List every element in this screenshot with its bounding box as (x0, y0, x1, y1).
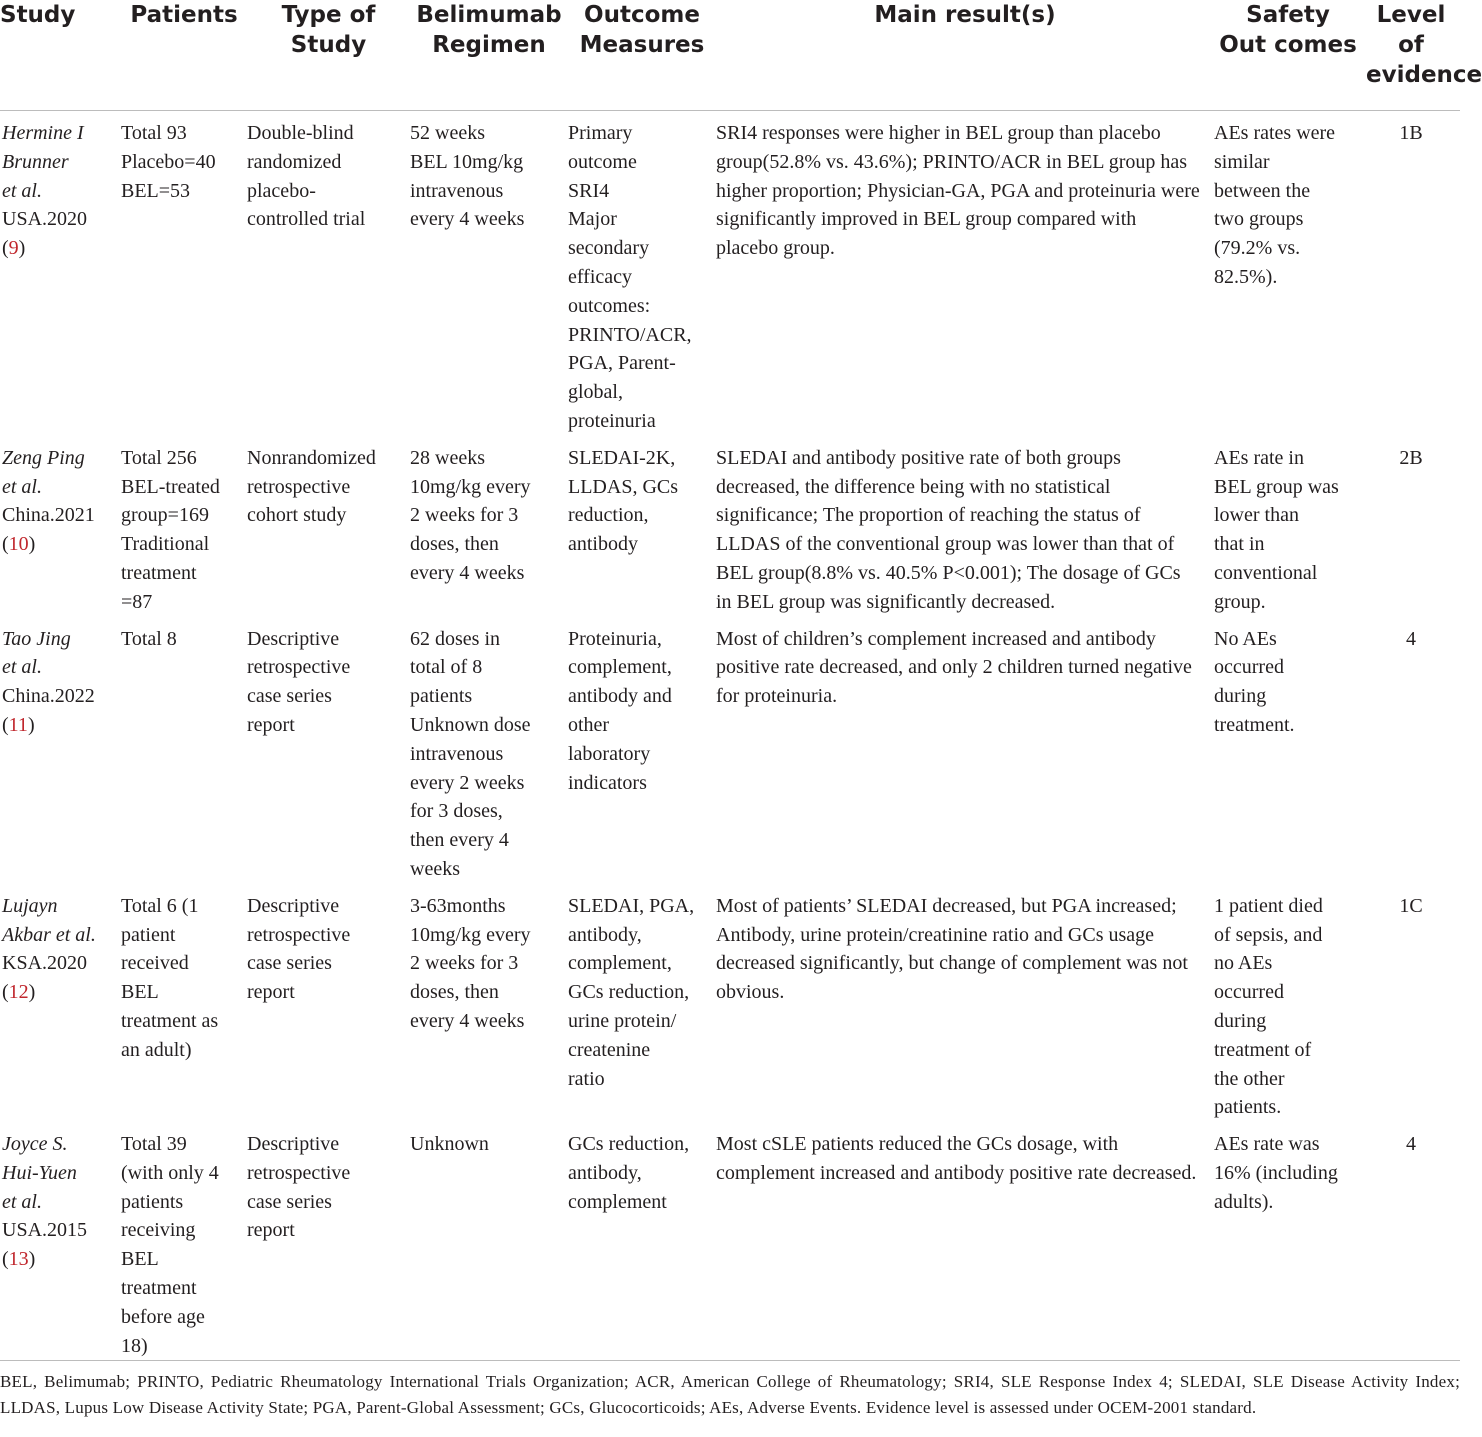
table-row (0, 1122, 1460, 1361)
cell-outcome-measures-line: complement, (568, 952, 672, 975)
cell-patients-line: receiving (121, 1219, 196, 1242)
study-author-line: Brunner (2, 150, 69, 173)
cell-study (0, 884, 121, 1122)
header-patients (121, 0, 247, 111)
cell-type-of-study (247, 1122, 410, 1361)
cell-type-of-study-line: report (247, 713, 295, 736)
study-author-line: Zeng Ping (2, 446, 85, 469)
study-author-line: et al. (2, 475, 42, 498)
cell-outcome-measures-line: other (568, 713, 610, 736)
cell-outcome-measures-line: Major (568, 208, 617, 231)
table-row (0, 884, 1460, 1122)
cell-outcome-measures-line: Primary (568, 122, 633, 144)
cell-level-of-evidence: 1B (1399, 122, 1423, 144)
cell-outcome-measures-line: proteinuria (568, 409, 656, 432)
reference-link[interactable]: 11 (8, 713, 28, 736)
cell-safety-outcomes-line: BEL group was (1214, 475, 1339, 498)
cell-safety-outcomes-line: 82.5%). (1214, 265, 1278, 288)
cell-patients-line: Total 6 (1 (121, 894, 199, 917)
table-row (0, 436, 1460, 617)
cell-main-results: SRI4 responses were higher in BEL group than placebo group(52.8% vs. 43.6%); PRINTO/ACR in BEL group has higher proportion; Physician-GA, PGA and proteinuria were significantly improved in BEL group compared with placebo group. (716, 122, 1200, 260)
cell-type-of-study-line: report (247, 1219, 295, 1242)
cell-patients-line: BEL-treated (121, 475, 220, 498)
cell-regimen-line: 2 weeks for 3 (410, 504, 519, 527)
header-main-results (716, 0, 1214, 111)
cell-regimen (410, 1122, 568, 1361)
cell-patients-line: treatment (121, 1277, 197, 1300)
cell-type-of-study-line: Double-blind (247, 122, 354, 144)
cell-type-of-study-line: Nonrandomized (247, 446, 376, 469)
cell-patients-line: group=169 (121, 504, 209, 527)
cell-regimen (410, 884, 568, 1122)
table-header (0, 0, 1482, 111)
header-safety-outcomes (1214, 0, 1362, 111)
cell-regimen-line: 52 weeks (410, 122, 485, 144)
cell-patients-line: 18) (121, 1334, 148, 1357)
cell-study (0, 111, 121, 436)
cell-type-of-study-line: randomized (247, 150, 342, 173)
cell-outcome-measures-line: PRINTO/ACR, (568, 323, 692, 346)
header-outcome-measures (568, 0, 716, 111)
cell-type-of-study-line: Descriptive (247, 627, 340, 650)
cell-patients-line: =87 (121, 590, 153, 613)
cell-outcome-measures-line: SRI4 (568, 179, 610, 202)
cell-patients-line: treatment (121, 561, 197, 584)
cell-outcome-measures-line: LLDAS, GCs (568, 475, 679, 498)
cell-type-of-study-line: Descriptive (247, 1133, 340, 1156)
cell-regimen-line: total of 8 (410, 656, 483, 679)
cell-safety-outcomes-line: treatment of (1214, 1038, 1312, 1061)
cell-type-of-study-line: Descriptive (247, 894, 340, 917)
cell-outcome-measures-line: createnine (568, 1038, 651, 1061)
cell-type-of-study (247, 617, 410, 884)
cell-regimen-line: 10mg/kg every (410, 923, 531, 946)
cell-safety-outcomes-line: during (1214, 1009, 1267, 1032)
cell-regimen-line: weeks (410, 857, 460, 880)
cell-main-results: Most cSLE patients reduced the GCs dosage, with complement increased and antibody positive rate decreased. (716, 1133, 1197, 1184)
table-row (0, 111, 1460, 436)
cell-regimen-line: Unknown dose (410, 713, 531, 736)
header-line: Study (0, 2, 76, 28)
cell-outcome-measures-line: GCs reduction, (568, 981, 690, 1004)
study-reference: (11) (2, 713, 35, 736)
cell-outcome-measures-line: ratio (568, 1067, 605, 1090)
cell-type-of-study-line: retrospective (247, 1161, 351, 1184)
cell-patients (121, 884, 247, 1122)
cell-regimen-line: intravenous (410, 179, 504, 202)
header-belimumab-regimen (410, 0, 568, 111)
header-line: Outcome (584, 2, 700, 28)
cell-type-of-study-line: case series (247, 685, 332, 708)
cell-outcome-measures-line: complement, (568, 656, 672, 679)
study-reference: (10) (2, 533, 36, 556)
cell-patients-line: Total 93 (121, 122, 187, 144)
cell-safety-outcomes-line: two groups (1214, 208, 1304, 231)
reference-link[interactable]: 13 (8, 1248, 29, 1271)
header-row (0, 0, 1460, 111)
cell-outcome-measures-line: PGA, Parent- (568, 352, 676, 375)
header-line: Type of (281, 2, 376, 28)
header-level-of-evidence (1362, 0, 1482, 111)
cell-outcome-measures-line: antibody, (568, 1161, 642, 1184)
cell-patients (121, 111, 247, 436)
cell-level-of-evidence: 4 (1406, 1133, 1416, 1156)
cell-patients (121, 436, 247, 617)
cell-safety-outcomes-line: No AEs (1214, 627, 1277, 650)
cell-safety-outcomes-line: adults). (1214, 1190, 1274, 1213)
cell-outcome-measures (568, 1122, 716, 1361)
cell-patients-line: BEL (121, 1248, 159, 1271)
cell-safety-outcomes-line: during (1214, 685, 1267, 708)
cell-patients-line: received (121, 952, 189, 975)
cell-regimen-line: doses, then (410, 533, 499, 556)
cell-regimen-line: BEL 10mg/kg (410, 150, 524, 173)
cell-outcome-measures (568, 617, 716, 884)
reference-link[interactable]: 12 (8, 981, 29, 1004)
header-line: evidence (1366, 62, 1482, 88)
cell-main-results: Most of patients’ SLEDAI decreased, but PGA increased; Antibody, urine protein/creatinine ratio and GCs usage decreased significantly, but change of complement was not obvious. (716, 894, 1188, 1004)
header-line: Regimen (432, 32, 546, 58)
cell-safety-outcomes-line: occurred (1214, 656, 1284, 679)
cell-patients-line: patient (121, 923, 176, 946)
cell-safety-outcomes-line: AEs rates were (1214, 122, 1336, 144)
cell-outcome-measures (568, 436, 716, 617)
header-type-of-study (247, 0, 410, 111)
cell-safety-outcomes (1214, 617, 1362, 884)
cell-safety-outcomes-line: occurred (1214, 981, 1284, 1004)
cell-patients-line: BEL=53 (121, 179, 191, 202)
cell-regimen-line: patients (410, 685, 473, 708)
study-author-line: Akbar et al. (2, 923, 96, 946)
cell-type-of-study-line: retrospective (247, 656, 351, 679)
cell-main-results: SLEDAI and antibody positive rate of both groups decreased, the difference being with no statistical significance; The proportion of reaching the status of LLDAS of the conventional group was lower than that of BEL group(8.8% vs. 40.5% P<0.001); The dosage of GCs in BEL group was significantly decreased. (716, 446, 1181, 613)
study-author-line: Joyce S. (2, 1133, 68, 1156)
cell-level-of-evidence: 4 (1406, 627, 1416, 650)
cell-outcome-measures-line: outcome (568, 150, 637, 173)
cell-outcome-measures-line: laboratory (568, 742, 651, 765)
cell-regimen-line: 10mg/kg every (410, 475, 531, 498)
cell-patients-line: Total 8 (121, 627, 177, 650)
header-line: Main result(s) (874, 2, 1056, 28)
cell-outcome-measures-line: Proteinuria, (568, 627, 662, 650)
cell-safety-outcomes-line: between the (1214, 179, 1311, 202)
study-place: China.2021 (2, 504, 95, 527)
cell-study (0, 617, 121, 884)
header-line: Patients (130, 2, 238, 28)
cell-type-of-study-line: controlled trial (247, 208, 366, 231)
cell-safety-outcomes-line: 1 patient died (1214, 894, 1323, 917)
cell-type-of-study (247, 111, 410, 436)
study-author-line: et al. (2, 179, 42, 202)
study-place: USA.2020 (2, 208, 88, 231)
study-author-line: Hui-Yuen (2, 1161, 77, 1184)
cell-type-of-study-line: cohort study (247, 504, 347, 527)
cell-regimen-line: intravenous (410, 742, 504, 765)
cell-patients-line: an adult) (121, 1038, 192, 1061)
cell-outcome-measures-line: urine protein/ (568, 1009, 677, 1032)
cell-type-of-study-line: case series (247, 1190, 332, 1213)
header-study (0, 0, 121, 111)
cell-outcome-measures-line: global, (568, 381, 623, 404)
study-author-line: Lujayn (2, 894, 58, 917)
cell-safety-outcomes-line: group. (1214, 590, 1266, 613)
cell-outcome-measures-line: secondary (568, 237, 650, 260)
cell-type-of-study-line: retrospective (247, 475, 351, 498)
cell-safety-outcomes-line: patients. (1214, 1096, 1282, 1119)
cell-safety-outcomes (1214, 111, 1362, 436)
cell-type-of-study-line: report (247, 981, 295, 1004)
reference-link[interactable]: 10 (8, 533, 29, 556)
cell-patients-line: treatment as (121, 1009, 219, 1032)
cell-outcome-measures-line: antibody, (568, 923, 642, 946)
cell-outcome-measures-line: outcomes: (568, 294, 651, 317)
cell-regimen-line: every 4 weeks (410, 561, 525, 584)
cell-safety-outcomes-line: 16% (including (1214, 1161, 1338, 1184)
cell-regimen-line: doses, then (410, 981, 499, 1004)
study-author-line: et al. (2, 656, 42, 679)
cell-safety-outcomes-line: that in (1214, 533, 1265, 556)
cell-safety-outcomes-line: similar (1214, 150, 1270, 173)
cell-regimen (410, 436, 568, 617)
cell-regimen (410, 617, 568, 884)
cell-regimen-line: Unknown (410, 1133, 489, 1156)
cell-outcome-measures-line: antibody and (568, 685, 672, 708)
study-reference: (12) (2, 981, 36, 1004)
cell-safety-outcomes-line: AEs rate was (1214, 1133, 1320, 1156)
cell-patients-line: Placebo=40 (121, 150, 216, 173)
cell-type-of-study (247, 436, 410, 617)
cell-regimen-line: then every 4 (410, 829, 509, 852)
cell-regimen-line: every 4 weeks (410, 208, 525, 231)
cell-patients-line: Total 39 (121, 1133, 187, 1156)
header-line: Measures (579, 32, 705, 58)
table-footer (0, 1361, 1460, 1421)
table-footnote: BEL, Belimumab; PRINTO, Pediatric Rheumatology International Trials Organization; ACR, American College of Rheumatology; SRI4, SLE Response Index 4; SLEDAI, SLE Disease Activity Index; LLDAS, Lupus Low Disease Activity State; PGA, Parent-Global Assessment; GCs, Glucocorticoids; AEs, Adverse Events. Evidence level is assessed under OCEM-2001 standard. (0, 1361, 1460, 1421)
cell-regimen-line: 62 doses in (410, 627, 500, 650)
cell-regimen-line: 2 weeks for 3 (410, 952, 519, 975)
cell-regimen-line: for 3 doses, (410, 800, 503, 823)
cell-type-of-study (247, 884, 410, 1122)
cell-safety-outcomes-line: treatment. (1214, 713, 1295, 736)
cell-regimen (410, 111, 568, 436)
cell-patients-line: before age (121, 1305, 205, 1328)
study-place: USA.2015 (2, 1219, 88, 1242)
cell-safety-outcomes-line: the other (1214, 1067, 1285, 1090)
cell-patients (121, 1122, 247, 1361)
cell-type-of-study-line: placebo- (247, 179, 316, 202)
study-author-line: et al. (2, 1190, 42, 1213)
cell-safety-outcomes-line: (79.2% vs. (1214, 237, 1301, 260)
cell-safety-outcomes-line: AEs rate in (1214, 446, 1304, 469)
cell-safety-outcomes-line: lower than (1214, 504, 1299, 527)
cell-regimen-line: 3-63months (410, 894, 506, 917)
cell-type-of-study-line: case series (247, 952, 332, 975)
cell-outcome-measures-line: complement (568, 1190, 667, 1213)
cell-outcome-measures (568, 111, 716, 436)
study-place: KSA.2020 (2, 952, 88, 975)
cell-outcome-measures-line: efficacy (568, 265, 633, 288)
study-reference: (9) (2, 237, 26, 260)
cell-patients (121, 617, 247, 884)
study-author-line: Hermine I (2, 122, 84, 144)
cell-study (0, 1122, 121, 1361)
cell-study (0, 436, 121, 617)
cell-safety-outcomes-line: of sepsis, and (1214, 923, 1323, 946)
cell-safety-outcomes (1214, 1122, 1362, 1361)
cell-outcome-measures-line: antibody (568, 533, 638, 556)
cell-outcome-measures-line: indicators (568, 771, 647, 794)
cell-type-of-study-line: retrospective (247, 923, 351, 946)
cell-safety-outcomes (1214, 884, 1362, 1122)
cell-main-results: Most of children’s complement increased and antibody positive rate decreased, and only 2 children turned negative for proteinuria. (716, 627, 1192, 708)
header-line: Belimumab (416, 2, 562, 28)
cell-level-of-evidence: 1C (1399, 894, 1423, 917)
study-author-line: Tao Jing (2, 627, 71, 650)
table-row (0, 617, 1460, 884)
cell-safety-outcomes (1214, 436, 1362, 617)
cell-level-of-evidence: 2B (1399, 446, 1423, 469)
cell-outcome-measures-line: SLEDAI-2K, (568, 446, 676, 469)
cell-patients-line: patients (121, 1190, 184, 1213)
cell-patients-line: Total 256 (121, 446, 197, 469)
study-place: China.2022 (2, 685, 95, 708)
header-line: Out comes (1219, 32, 1357, 58)
cell-patients-line: BEL (121, 981, 159, 1004)
cell-safety-outcomes-line: conventional (1214, 561, 1318, 584)
cell-patients-line: Traditional (121, 533, 210, 556)
cell-regimen-line: every 2 weeks (410, 771, 525, 794)
reference-link[interactable]: 9 (8, 237, 19, 260)
header-line: Level of (1376, 2, 1446, 58)
table-body (0, 111, 1460, 1361)
cell-safety-outcomes-line: no AEs (1214, 952, 1273, 975)
cell-outcome-measures-line: reduction, (568, 504, 649, 527)
cell-outcome-measures (568, 884, 716, 1122)
cell-regimen-line: every 4 weeks (410, 1009, 525, 1032)
cell-outcome-measures-line: GCs reduction, (568, 1133, 690, 1156)
cell-outcome-measures-line: SLEDAI, PGA, (568, 894, 695, 917)
cell-patients-line: (with only 4 (121, 1161, 219, 1184)
header-line: Safety (1246, 2, 1330, 28)
header-line: Study (290, 32, 367, 58)
cell-regimen-line: 28 weeks (410, 446, 485, 469)
study-reference: (13) (2, 1248, 36, 1271)
